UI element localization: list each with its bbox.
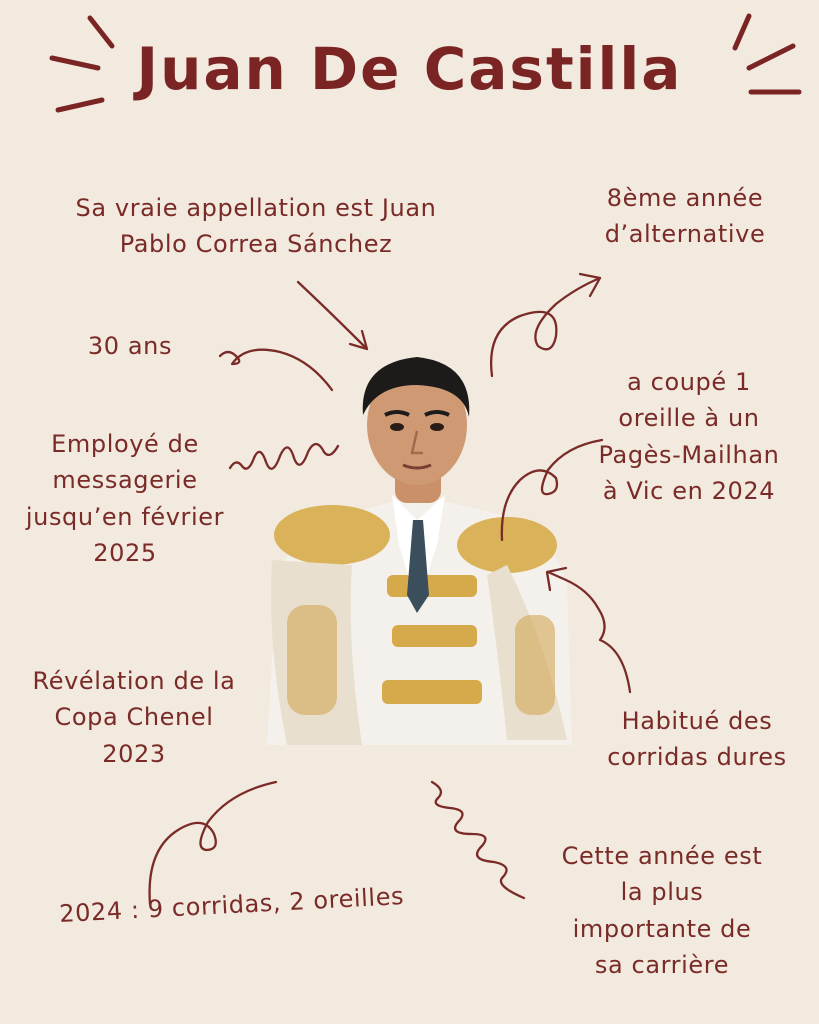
fact-copa-line-3: 2023 [102,739,166,768]
fact-copa-line-1: Révélation de la [32,667,236,695]
fact-real-name-line-2: Pablo Correa Sánchez [119,230,393,259]
fact-job [10,426,240,572]
fact-age-line-1: 30 ans [87,332,173,360]
fact-real-name-line-1: Sa vraie appellation est Juan [75,194,437,222]
fact-ear-vic-line-4: à Vic en 2024 [602,477,776,506]
title-burst-right-icon [705,10,805,120]
fact-job-line-2: messagerie [52,466,198,495]
fact-age [70,328,190,364]
fact-alternative-line-2: d’alternative [604,220,766,249]
fact-job-line-1: Employé de [51,430,199,458]
fact-alternative-line-1: 8ème année [606,184,764,212]
fact-this-year [535,838,789,984]
fact-this-year-line-1: Cette année est [561,842,763,870]
fact-this-year-line-2: la plus [620,878,704,907]
fact-this-year-line-3: importante de [572,914,752,943]
fact-this-year-line-4: sa carrière [594,951,730,980]
fact-stats-2024-line-1: 2024 : 9 corridas, 2 oreilles [58,881,405,929]
arrow-real-name-icon [298,282,366,348]
fact-alternative [575,180,795,253]
fact-copa-chenel [8,663,260,772]
fact-habitue [582,703,812,776]
page-title: Juan De Castilla [136,35,683,103]
fact-stats-2024 [21,876,442,934]
fact-copa-line-2: Copa Chenel [54,703,214,732]
title-burst-left-icon [40,12,130,122]
fact-ear-vic-line-1: a coupé 1 [627,368,751,396]
fact-ear-vic-line-3: Pagès-Mailhan [598,440,780,469]
fact-job-line-3: jusqu’en février [25,502,225,531]
matador-portrait [267,345,572,745]
matador-portrait-illustration [267,345,572,745]
fact-habitue-line-2: corridas dures [607,743,787,772]
fact-job-line-4: 2025 [93,539,157,568]
fact-ear-vic-line-2: oreille à un [618,404,760,433]
fact-ear-vic [578,364,800,510]
squiggle-this-year-icon [432,782,524,898]
fact-real-name [26,190,486,263]
fact-habitue-line-1: Habitué des [621,707,773,735]
arrow-alternative-head-icon [580,274,600,296]
